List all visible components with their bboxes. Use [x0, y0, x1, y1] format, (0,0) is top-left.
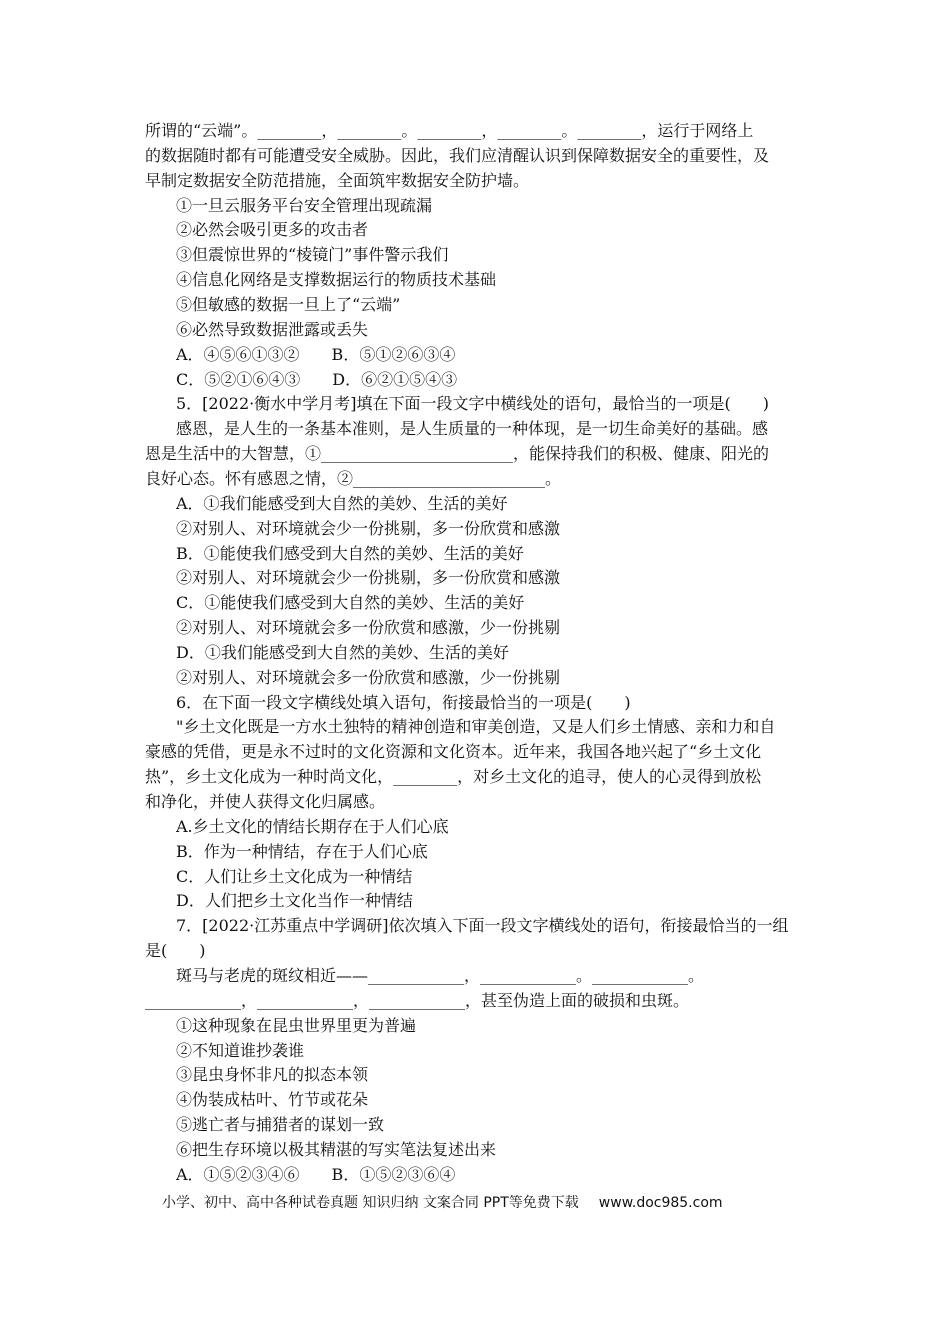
text-line: 6．在下面一段文字横线处填入语句，衔接最恰当的一项是( )	[176, 692, 631, 712]
text-line: C．人们让乡土文化成为一种情结	[176, 866, 413, 886]
text-line: ④信息化网络是支撑数据运行的物质技术基础	[176, 270, 497, 290]
text-line: ②对别人、对环境就会少一份挑剔，多一份欣赏和感激	[176, 518, 561, 538]
text-line: 斑马与老虎的斑纹相近——____________，____________。____________。	[176, 965, 705, 985]
text-line: ①这种现象在昆虫世界里更为普遍	[176, 1015, 417, 1035]
text-line: C．⑤②①⑥④③ D．⑥②①⑤④③	[176, 369, 458, 389]
text-line: A．①⑤②③④⑥ B．①⑤②③⑥④	[176, 1164, 456, 1184]
text-line: ②必然会吸引更多的攻击者	[176, 220, 369, 240]
text-line: 豪感的凭借，更是永不过时的文化资源和文化资本。近年来，我国各地兴起了“乡土文化	[145, 742, 762, 762]
text-line: B．①能使我们感受到大自然的美妙、生活的美好	[176, 543, 524, 563]
text-line: ⑤但敏感的数据一旦上了“云端”	[176, 295, 401, 314]
text-line: D．①我们能感受到大自然的美妙、生活的美好	[176, 642, 509, 662]
text-line: ⑥把生存环境以极其精湛的写实笔法复述出来	[176, 1139, 497, 1159]
text-line: B．作为一种情结，存在于人们心底	[176, 841, 428, 861]
text-line: 是( )	[145, 941, 206, 961]
text-line: 7．[2022·江苏重点中学调研]依次填入下面一段文字横线处的语句，衔接最恰当的一组	[176, 916, 789, 936]
text-line: C．①能使我们感受到大自然的美妙、生活的美好	[176, 593, 525, 613]
text-line: "乡土文化既是一方水土独特的精神创造和审美创造，又是人们乡土情感、亲和力和自	[176, 717, 776, 737]
text-line: ④伪装成枯叶、竹节或花朵	[176, 1090, 369, 1110]
text-line: A.乡土文化的情结长期存在于人们心底	[176, 816, 449, 836]
text-line: ⑤逃亡者与捕猎者的谋划一致	[176, 1115, 385, 1134]
text-line: ①一旦云服务平台安全管理出现疏漏	[176, 195, 433, 215]
text-line: ②对别人、对环境就会多一份欣赏和感激，少一份挑剔	[176, 667, 561, 687]
footer-url: www.doc985.com	[598, 1195, 723, 1211]
text-line: ③但震惊世界的“棱镜门”事件警示我们	[176, 245, 449, 265]
text-line: D．人们把乡土文化当作一种情结	[176, 891, 413, 911]
text-line: 恩是生活中的大智慧，①________________________，能保持我们的积极、健康、阳光的	[145, 444, 770, 464]
text-line: A．④⑤⑥①③② B．⑤①②⑥③④	[176, 344, 456, 364]
text-line: 热”，乡土文化成为一种时尚文化，________，对乡土文化的追寻，使人的心灵得到放松	[145, 767, 762, 787]
text-line: ②对别人、对环境就会少一份挑剔，多一份欣赏和感激	[176, 568, 561, 588]
text-line: 的数据随时都有可能遭受安全威胁。因此，我们应清醒认识到保障数据安全的重要性，及	[145, 145, 770, 165]
footer-text: 小学、初中、高中各种试卷真题 知识归纳 文案合同 PPT等免费下载	[162, 1195, 579, 1211]
text-line: ____________，____________，____________，甚至伪造上面的破损和虫斑。	[145, 990, 690, 1010]
text-line: 早制定数据安全防范措施，全面筑牢数据安全防护墙。	[145, 170, 530, 190]
text-line: 和净化，并使人获得文化归属感。	[145, 792, 386, 811]
text-line: ③昆虫身怀非凡的拟态本领	[176, 1065, 369, 1085]
text-line: A．①我们能感受到大自然的美妙、生活的美好	[176, 493, 508, 513]
text-line: ②对别人、对环境就会多一份欣赏和感激，少一份挑剔	[176, 618, 561, 637]
text-line: 良好心态。怀有感恩之情，②________________________。	[145, 468, 562, 488]
text-line: 感恩，是人生的一条基本准则，是人生质量的一种体现，是一切生命美好的基础。感	[176, 419, 769, 439]
page-footer	[162, 1192, 723, 1214]
text-line: ⑥必然导致数据泄露或丢失	[176, 319, 369, 339]
text-line: 5．[2022·衡水中学月考]填在下面一段文字中横线处的语句，最恰当的一项是( )	[176, 394, 769, 414]
text-line: ②不知道谁抄袭谁	[176, 1040, 305, 1060]
text-line: 所谓的“云端”。________，________。________，________。________，运行于网络上	[145, 121, 754, 140]
